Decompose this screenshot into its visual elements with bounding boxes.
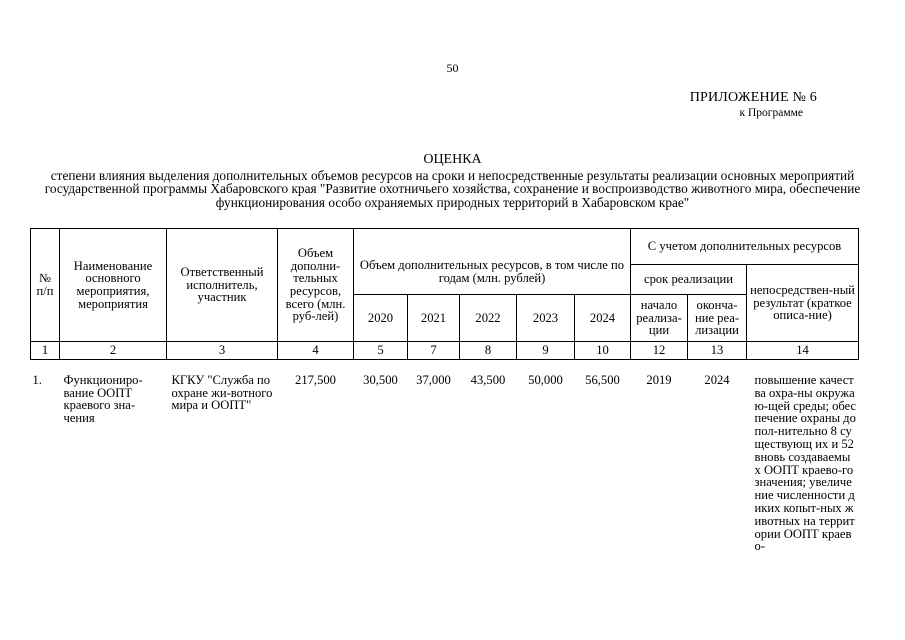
header-year-2023: 2023: [517, 295, 575, 342]
column-number: 2: [60, 342, 167, 360]
page-number: 50: [446, 61, 459, 75]
row-2021: 37,000: [416, 373, 451, 387]
column-number: 3: [167, 342, 278, 360]
header-with-additional: С учетом дополнительных ресурсов: [631, 229, 859, 265]
column-number: 4: [278, 342, 354, 360]
row-2023: 50,000: [528, 373, 563, 387]
header-end: оконча-ние реа-лизации: [688, 295, 747, 342]
document-subtitle: степени влияния выделения дополнительных объемов ресурсов на сроки и непосредственные результаты реализации основных мероприятий государственной программы Хабаровского края "Развитие охотничьего хозяйства, сохранение и воспроизводство животного мира, обеспечение функционирования особо охраняемых природных территорий в Хабаровском крае": [44, 168, 861, 210]
row-num: 1.: [32, 373, 42, 387]
appendix-title: ПРИЛОЖЕНИЕ № 6: [689, 90, 817, 105]
header-year-2021: 2021: [408, 295, 460, 342]
row-2024: 56,500: [585, 373, 620, 387]
row-end: 2024: [704, 373, 730, 387]
row-responsible: КГКУ "Служба по охране жи-вотного мира и ООПТ": [171, 373, 273, 413]
header-volume: Объем дополни-тельных ресурсов, всего (млн. руб-лей): [278, 229, 354, 342]
column-number: 9: [517, 342, 575, 360]
row-start: 2019: [646, 373, 672, 387]
header-term: срок реализации: [631, 265, 747, 295]
header-name: Наименование основного мероприятия, мероприятия: [60, 229, 167, 342]
header-result: непосредствен-ный результат (краткое описа-ние): [747, 265, 859, 342]
column-number-row: [31, 342, 859, 360]
column-number: 13: [688, 342, 747, 360]
table-row: [31, 360, 859, 605]
row-2020: 30,500: [363, 373, 398, 387]
column-number: 1: [31, 342, 60, 360]
row-2022: 43,500: [470, 373, 506, 387]
header-responsible: Ответственный исполнитель, участник: [167, 229, 278, 342]
appendix-subtitle: к Программе: [739, 107, 803, 119]
document-title: ОЦЕНКА: [423, 152, 482, 167]
assessment-table: [30, 228, 859, 604]
header-start: начало реализа-ции: [631, 295, 688, 342]
column-number: 12: [631, 342, 688, 360]
column-number: 5: [354, 342, 408, 360]
column-number: 10: [575, 342, 631, 360]
column-number: 7: [408, 342, 460, 360]
column-number: 14: [747, 342, 859, 360]
row-result: повышение качества охра-ны окружаю-щей среды; обеспечение охраны допол-нительно 8 существующ их и 52 вновь создаваемых ООПТ краево-го значения; увеличение численности диких копыт-ных животных на территории ООПТ краево-: [754, 373, 857, 554]
header-year-2024: 2024: [575, 295, 631, 342]
row-total: 217,500: [295, 373, 336, 387]
row-name: Функциониро-вание ООПТ краевого зна-чения: [63, 373, 143, 425]
header-by-year: Объем дополнительных ресурсов, в том числе по годам (млн. рублей): [354, 229, 631, 295]
column-number: 8: [460, 342, 517, 360]
header-num: № п/п: [31, 229, 60, 342]
header-year-2022: 2022: [460, 295, 517, 342]
header-year-2020: 2020: [354, 295, 408, 342]
